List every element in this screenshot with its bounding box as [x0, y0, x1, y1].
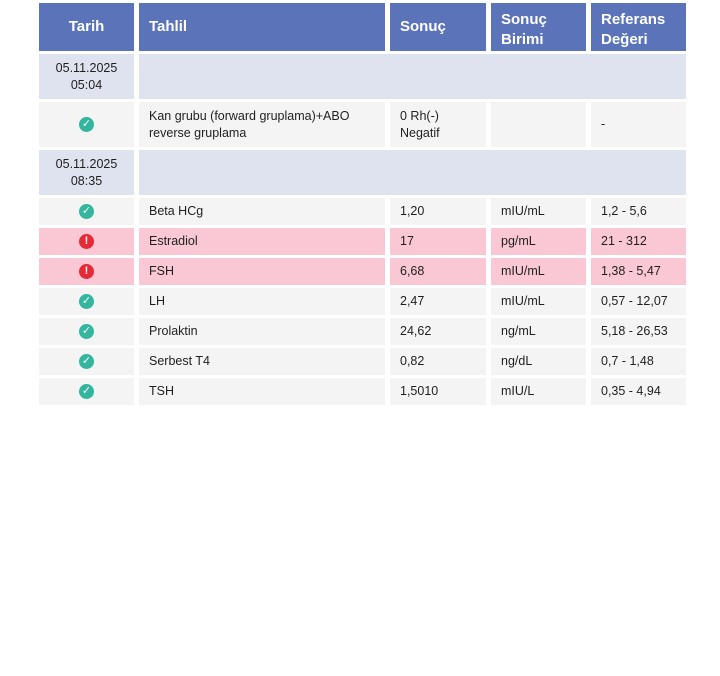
status-cell [39, 378, 134, 405]
reference-cell: 1,2 - 5,6 [591, 198, 686, 225]
test-name-cell: LH [139, 288, 385, 315]
column-header-reference-line2: Değeri [601, 31, 648, 48]
result-cell [390, 102, 486, 147]
column-header-result[interactable]: Sonuç [390, 3, 486, 51]
lab-results-table [34, 0, 691, 408]
reference-cell: 5,18 - 26,53 [591, 318, 686, 345]
test-name-cell: Estradiol [139, 228, 385, 255]
column-header-date[interactable]: Tarih [39, 3, 134, 51]
column-header-unit[interactable] [491, 3, 586, 51]
check-circle-icon: ✓ [79, 384, 94, 399]
date-group-filler [139, 150, 686, 195]
table-header-row [39, 3, 686, 51]
test-name-line1: Kan grubu (forward gruplama)+ABO [149, 108, 350, 123]
unit-cell: mIU/mL [491, 258, 586, 285]
unit-cell [491, 102, 586, 147]
test-name-cell: TSH [139, 378, 385, 405]
check-circle-icon: ✓ [79, 294, 94, 309]
result-line1: 0 Rh(-) [400, 108, 439, 123]
column-header-reference-line1: Referans [601, 11, 666, 28]
results-body [39, 54, 686, 405]
date-value: 05.11.2025 [55, 60, 118, 75]
test-name-cell: Serbest T4 [139, 348, 385, 375]
table-row[interactable] [39, 228, 686, 255]
column-header-reference[interactable] [591, 3, 686, 51]
table-row[interactable] [39, 198, 686, 225]
test-name-cell: FSH [139, 258, 385, 285]
reference-cell: 1,38 - 5,47 [591, 258, 686, 285]
reference-cell: - [591, 102, 686, 147]
column-header-unit-line1: Sonuç [501, 11, 547, 28]
table-row[interactable] [39, 102, 686, 147]
result-cell: 1,20 [390, 198, 486, 225]
table-row[interactable] [39, 288, 686, 315]
column-header-test[interactable]: Tahlil [139, 3, 385, 51]
status-cell [39, 258, 134, 285]
reference-cell: 0,57 - 12,07 [591, 288, 686, 315]
reference-cell: 0,7 - 1,48 [591, 348, 686, 375]
time-value: 08:35 [70, 173, 103, 188]
status-cell [39, 318, 134, 345]
test-name-cell: Prolaktin [139, 318, 385, 345]
status-cell [39, 288, 134, 315]
reference-cell: 0,35 - 4,94 [591, 378, 686, 405]
date-group-row [39, 150, 686, 195]
test-name-cell: Beta HCg [139, 198, 385, 225]
unit-cell: mIU/mL [491, 198, 586, 225]
status-cell [39, 348, 134, 375]
unit-cell: mIU/mL [491, 288, 586, 315]
unit-cell: mIU/L [491, 378, 586, 405]
time-value: 05:04 [70, 77, 103, 92]
unit-cell: pg/mL [491, 228, 586, 255]
date-group-row [39, 54, 686, 99]
unit-cell: ng/mL [491, 318, 586, 345]
table-row[interactable] [39, 348, 686, 375]
table-row[interactable] [39, 318, 686, 345]
table-row[interactable] [39, 378, 686, 405]
unit-cell: ng/dL [491, 348, 586, 375]
alert-circle-icon: ! [79, 264, 94, 279]
status-cell [39, 228, 134, 255]
result-cell: 6,68 [390, 258, 486, 285]
table-row[interactable] [39, 258, 686, 285]
date-cell [39, 54, 134, 99]
test-name-line2: reverse gruplama [149, 125, 247, 140]
check-circle-icon: ✓ [79, 204, 94, 219]
date-cell [39, 150, 134, 195]
status-cell [39, 198, 134, 225]
result-cell: 1,5010 [390, 378, 486, 405]
status-cell [39, 102, 134, 147]
result-line2: Negatif [400, 125, 440, 140]
result-cell: 0,82 [390, 348, 486, 375]
result-cell: 24,62 [390, 318, 486, 345]
check-circle-icon: ✓ [79, 324, 94, 339]
test-name-cell [139, 102, 385, 147]
check-circle-icon: ✓ [79, 117, 94, 132]
reference-cell: 21 - 312 [591, 228, 686, 255]
date-group-filler [139, 54, 686, 99]
date-value: 05.11.2025 [55, 156, 118, 171]
result-cell: 17 [390, 228, 486, 255]
result-cell: 2,47 [390, 288, 486, 315]
alert-circle-icon: ! [79, 234, 94, 249]
column-header-unit-line2: Birimi [501, 31, 544, 48]
check-circle-icon: ✓ [79, 354, 94, 369]
